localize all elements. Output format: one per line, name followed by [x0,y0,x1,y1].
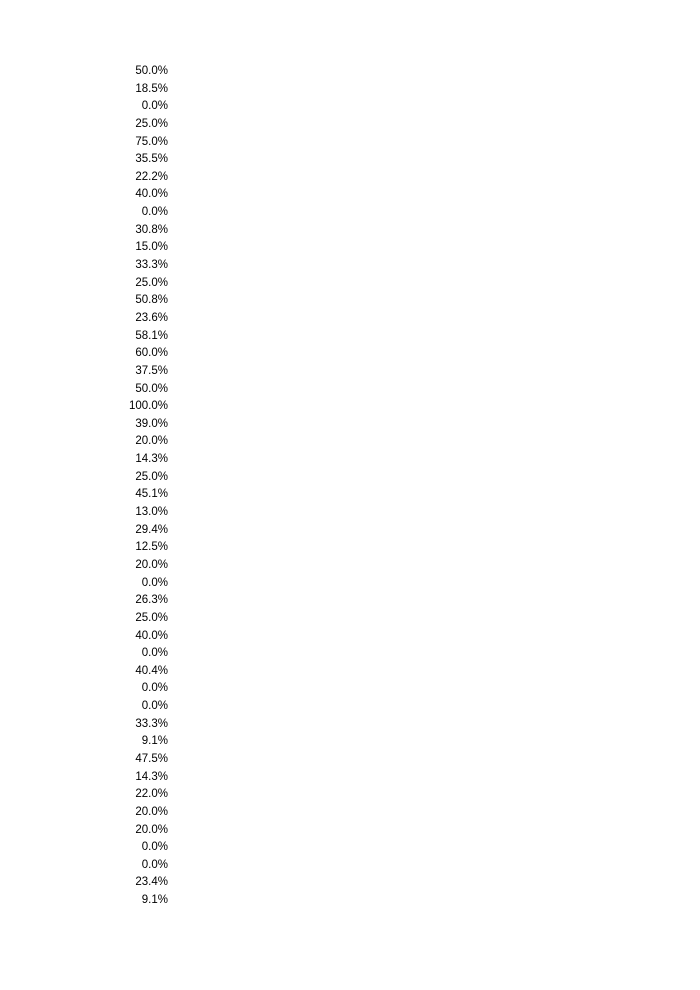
percentage-cell: 26.3% [135,594,168,607]
percentage-cell: 20.0% [135,435,168,448]
percentage-cell: 50.8% [135,294,168,307]
percentage-cell: 20.0% [135,805,168,818]
percentage-cell: 23.4% [135,876,168,889]
percentage-cell: 58.1% [135,329,168,342]
percentage-cell: 0.0% [141,858,168,871]
percentage-cell: 22.0% [135,788,168,801]
percentage-cell: 25.0% [135,470,168,483]
percentage-cell: 30.8% [135,223,168,236]
percentage-cell: 14.3% [135,770,168,783]
percentage-cell: 33.3% [135,259,168,272]
percentage-cell: 25.0% [135,611,168,624]
percentage-cell: 40.0% [135,188,168,201]
percentage-cell: 0.0% [141,682,168,695]
percentage-cell: 0.0% [141,206,168,219]
percentage-cell: 39.0% [135,417,168,430]
percentage-cell: 15.0% [135,241,168,254]
percentage-cell: 40.4% [135,664,168,677]
percentage-cell: 60.0% [135,347,168,360]
percentage-cell: 33.3% [135,717,168,730]
percentage-cell: 14.3% [135,453,168,466]
percentage-cell: 0.0% [141,100,168,113]
percentage-cell: 0.0% [141,841,168,854]
percentage-cell: 40.0% [135,629,168,642]
percentage-cell: 9.1% [141,894,168,907]
percentage-cell: 50.0% [135,65,168,77]
percentage-cell: 20.0% [135,823,168,836]
percentage-cell: 25.0% [135,117,168,130]
percentage-cell: 100.0% [128,400,168,413]
percentage-cell: 13.0% [135,506,168,519]
percentage-cell: 18.5% [135,82,168,95]
percentage-cell: 47.5% [135,752,168,765]
percentage-cell: 9.1% [141,735,168,748]
percentage-cell: 75.0% [135,135,168,148]
percentage-cell: 23.6% [135,311,168,324]
percentage-cell: 29.4% [135,523,168,536]
percentage-cell: 50.0% [135,382,168,395]
percentage-cell: 0.0% [141,700,168,713]
percentage-cell: 37.5% [135,364,168,377]
percentage-cell: 0.0% [141,647,168,660]
percentage-column [100,63,168,910]
percentage-cell: 0.0% [141,576,168,589]
percentage-cell: 22.2% [135,170,168,183]
percentage-cell: 25.0% [135,276,168,289]
percentage-cell: 45.1% [135,488,168,501]
percentage-cell: 20.0% [135,558,168,571]
percentage-cell: 12.5% [135,541,168,554]
percentage-cell: 35.5% [135,153,168,166]
